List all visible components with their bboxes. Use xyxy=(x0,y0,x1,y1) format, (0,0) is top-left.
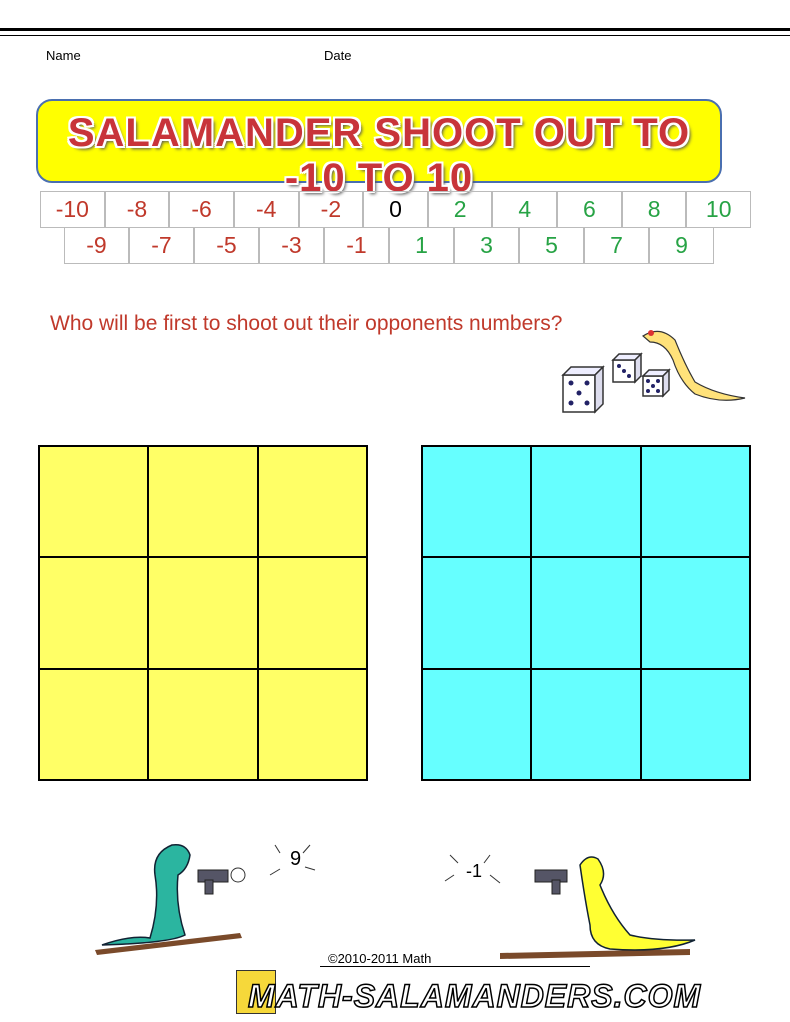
bubble-number: 9 xyxy=(290,848,302,870)
number-cell: -10 xyxy=(40,191,105,228)
site-logo: MATH-SALAMANDERS.COM xyxy=(248,978,702,1014)
number-cell: 2 xyxy=(428,191,493,228)
grid-cell[interactable] xyxy=(422,669,531,780)
yellow-salamander-shooter-illustration xyxy=(440,845,700,965)
top-rule-thick xyxy=(0,28,790,31)
grid-cell[interactable] xyxy=(39,446,148,557)
grid-cell[interactable] xyxy=(148,557,257,668)
grid-cell[interactable] xyxy=(641,557,750,668)
grid-cell[interactable] xyxy=(39,557,148,668)
number-cell: 4 xyxy=(492,191,557,228)
number-cell: -7 xyxy=(129,227,194,264)
number-cell: 6 xyxy=(557,191,622,228)
number-cell: 5 xyxy=(519,227,584,264)
footer-rule xyxy=(320,966,590,967)
grid-cell[interactable] xyxy=(258,557,367,668)
grid-cell[interactable] xyxy=(39,669,148,780)
number-cell: -6 xyxy=(169,191,234,228)
date-label: Date xyxy=(324,48,352,63)
number-cell: -1 xyxy=(324,227,389,264)
player-grid-yellow xyxy=(38,445,368,781)
number-cell: -2 xyxy=(299,191,364,228)
grid-cell[interactable] xyxy=(422,557,531,668)
green-salamander-shooter-illustration xyxy=(90,835,330,965)
grid-cell[interactable] xyxy=(148,446,257,557)
number-cell: 10 xyxy=(686,191,751,228)
copyright-text: ©2010-2011 Math xyxy=(328,951,432,966)
number-cell: 7 xyxy=(584,227,649,264)
number-cell: 3 xyxy=(454,227,519,264)
die-small-icon xyxy=(613,354,641,382)
number-cell: 8 xyxy=(622,191,687,228)
number-cell: -8 xyxy=(105,191,170,228)
page-title: SALAMANDER SHOOT OUT TO -10 TO 10 xyxy=(67,111,691,200)
number-cell: 1 xyxy=(389,227,454,264)
green-salamander-icon xyxy=(102,845,190,945)
grid-cell[interactable] xyxy=(258,669,367,780)
yellow-salamander-icon xyxy=(580,857,695,950)
grid-cell[interactable] xyxy=(641,446,750,557)
number-cell: 9 xyxy=(649,227,714,264)
number-cell: -9 xyxy=(64,227,129,264)
grid-cell[interactable] xyxy=(258,446,367,557)
grid-cell[interactable] xyxy=(422,446,531,557)
die-large-icon xyxy=(563,367,603,412)
number-row-odd xyxy=(64,227,714,264)
number-cell: 0 xyxy=(363,191,428,228)
number-cell: -4 xyxy=(234,191,299,228)
branch-icon xyxy=(500,949,690,959)
die-small-icon xyxy=(643,370,669,396)
question-text: Who will be first to shoot out their opponents numbers? xyxy=(50,312,563,335)
grid-cell[interactable] xyxy=(148,669,257,780)
grid-cell[interactable] xyxy=(531,669,640,780)
player-grid-cyan xyxy=(421,445,751,781)
grid-cell[interactable] xyxy=(641,669,750,780)
number-row-even xyxy=(40,191,751,228)
top-rule-thin xyxy=(0,35,790,36)
grid-cell[interactable] xyxy=(531,446,640,557)
number-cell: -5 xyxy=(194,227,259,264)
grid-cell[interactable] xyxy=(531,557,640,668)
dice-salamander-illustration xyxy=(555,320,755,420)
title-banner xyxy=(36,99,722,200)
number-cell: -3 xyxy=(259,227,324,264)
name-label: Name xyxy=(46,48,81,63)
bubble-number: -1 xyxy=(466,861,483,881)
